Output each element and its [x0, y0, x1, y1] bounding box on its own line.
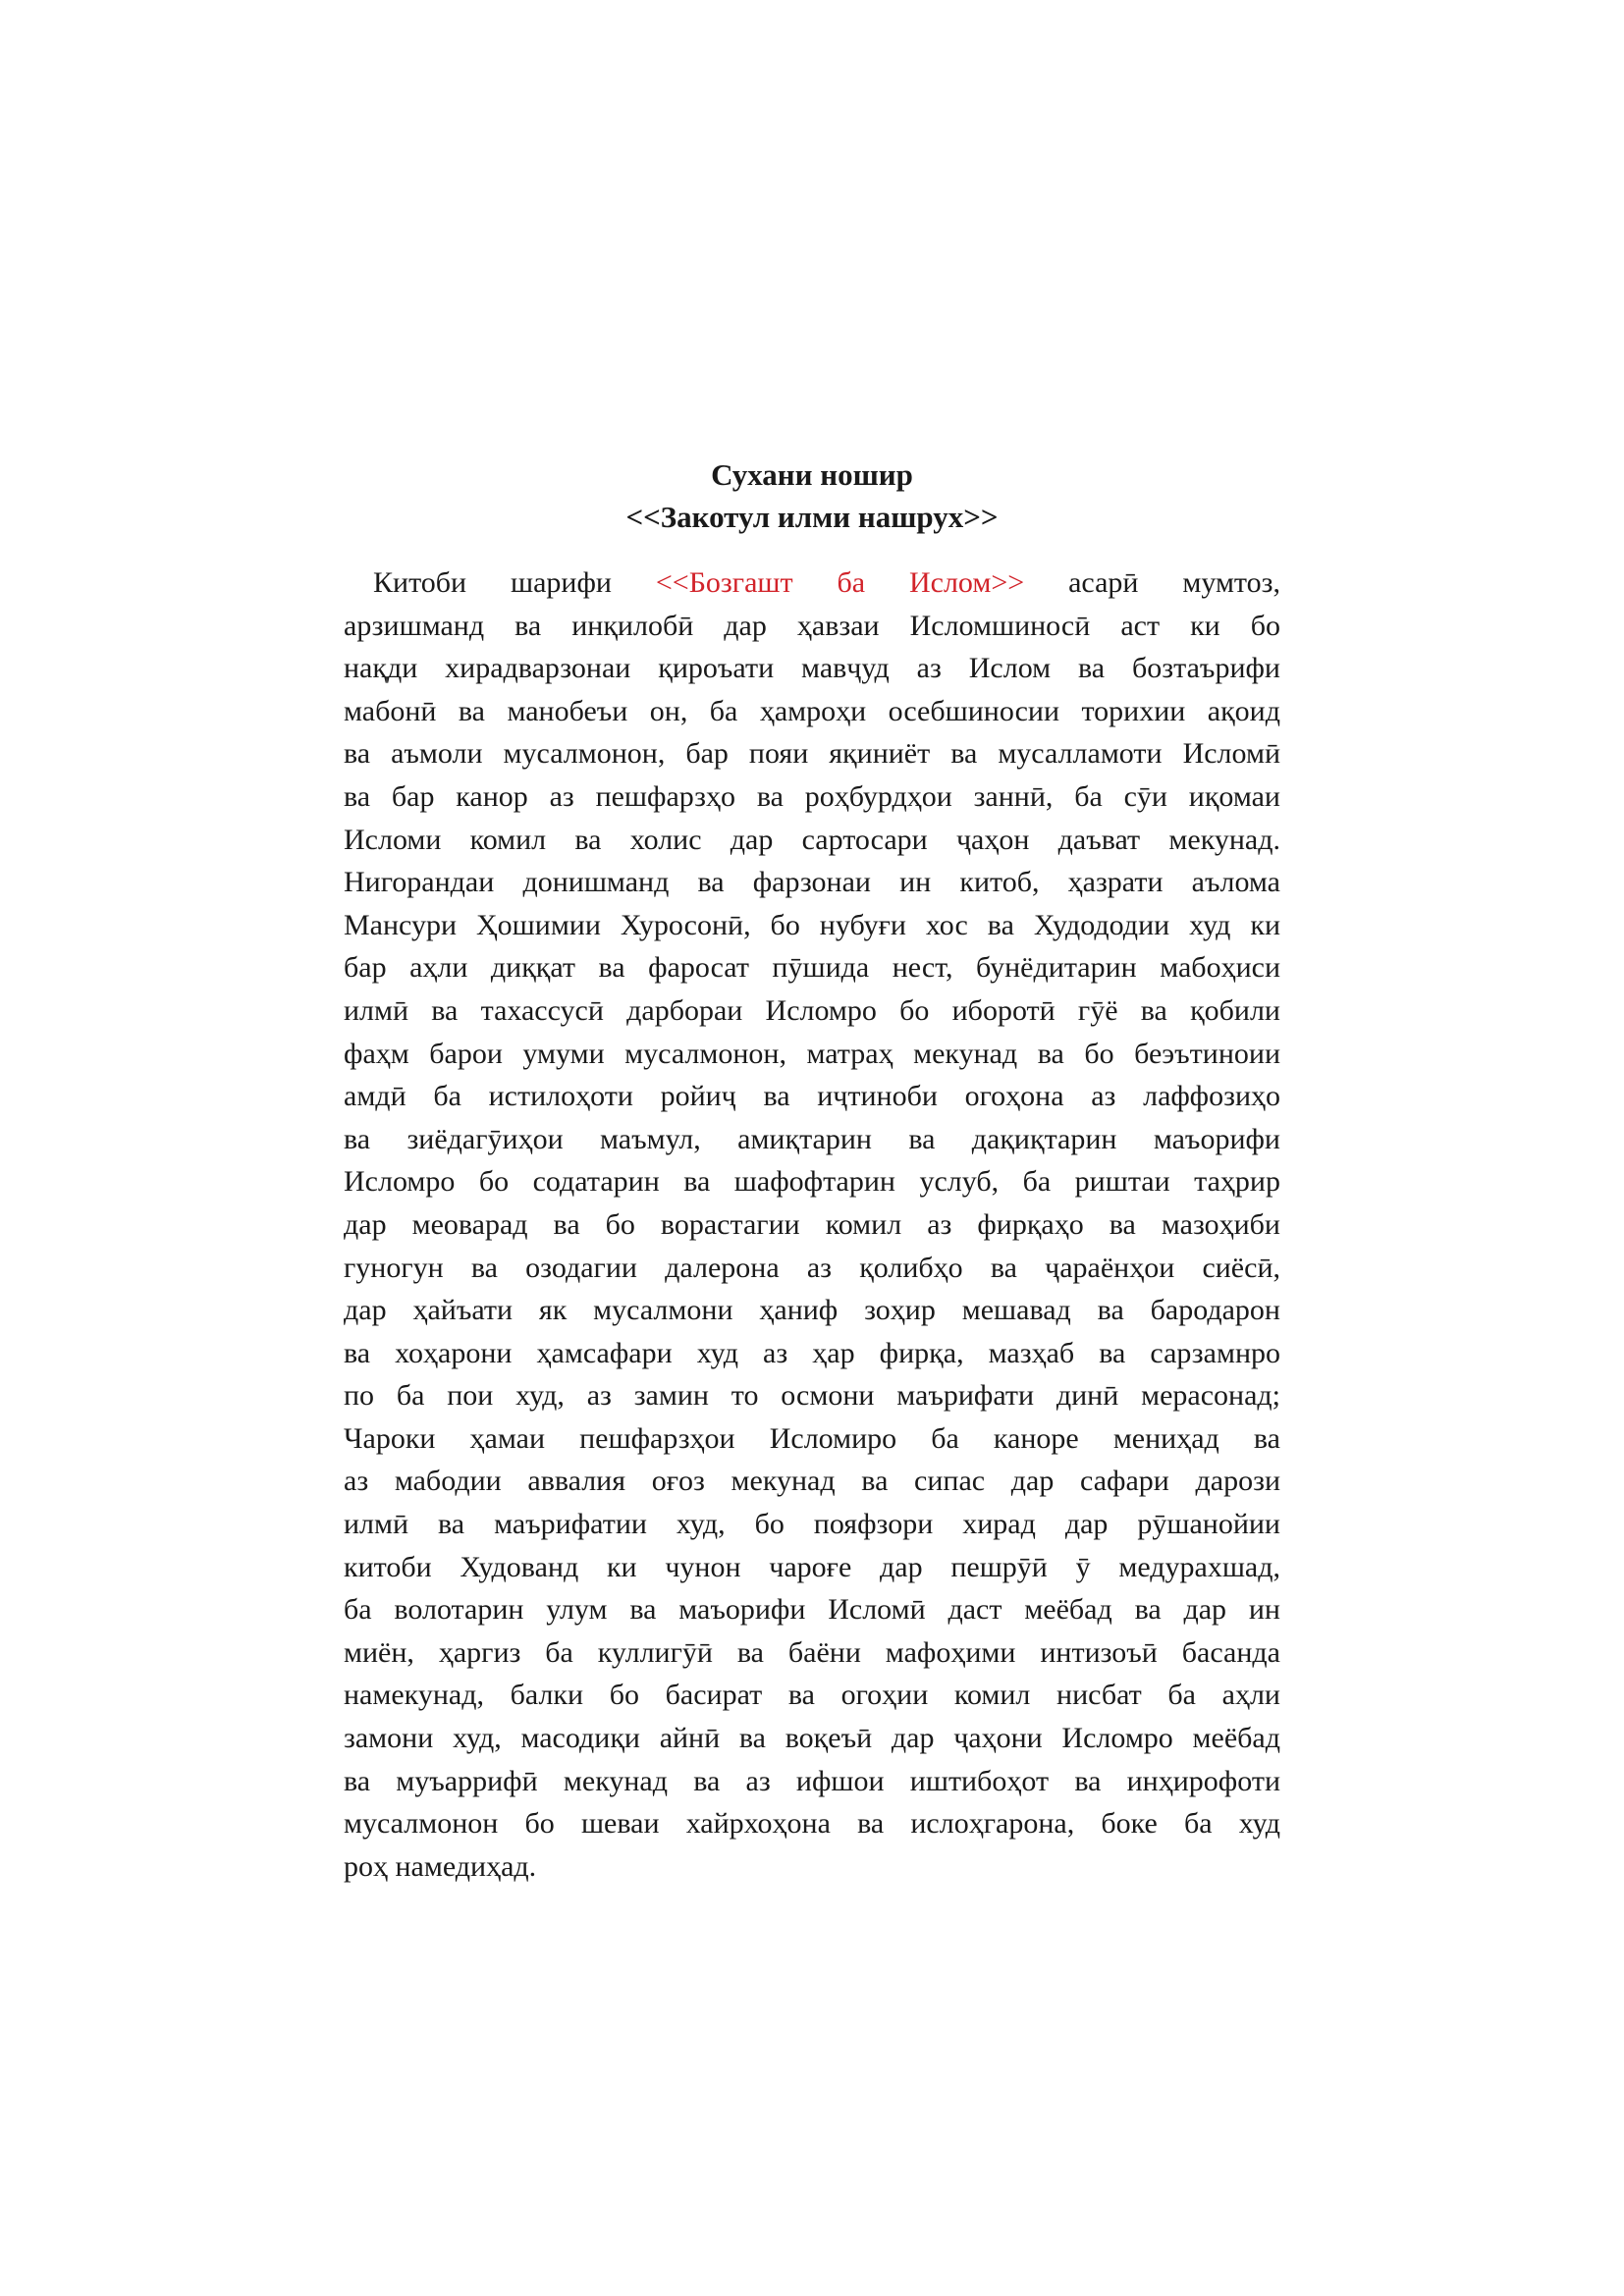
paragraph-line: Исломро бо содатарин ва шафофтарин услуб, ба риштаи таҳрир — [344, 1165, 1280, 1199]
page-title: Сухани ношир — [711, 457, 913, 492]
page-heading — [344, 454, 1280, 538]
paragraph-line: илмӣ ва маърифатии худ, бо пояфзори хирад дар рӯшанойии — [344, 1508, 1280, 1541]
paragraph-line: бар аҳли диққат ва фаросат пӯшида нест, бунёдитарин мабоҳиси — [344, 951, 1280, 985]
paragraph-line: арзишманд ва инқилобӣ дар ҳавзаи Исломшиносӣ аст ки бо — [344, 609, 1280, 642]
line-text: Китоби шарифи — [373, 566, 656, 599]
paragraph-line: гуногун ва озодагии далерона аз қолибҳо ва ҷараёнҳои сиёсӣ, — [344, 1251, 1280, 1284]
paragraph-line: ба волотарин улум ва маъорифи Исломӣ даст меёбад ва дар ин — [344, 1593, 1280, 1627]
paragraph-line: ва бар канор аз пешфарзҳо ва роҳбурдҳои заннӣ, ба сӯи иқомаи — [344, 779, 1280, 813]
paragraph-line: ва муъаррифӣ мекунад ва аз ифшои иштибоҳот ва инҳирофоти — [344, 1764, 1280, 1797]
paragraph-line: ва аъмоли мусалмонон, бар пояи яқиниёт ва мусалламоти Исломӣ — [344, 737, 1280, 771]
paragraph-line: намекунад, балки бо басират ва огоҳии комил нисбат ба аҳли — [344, 1679, 1280, 1712]
paragraph-line: роҳ намедиҳад. — [344, 1849, 537, 1883]
paragraph-line: Исломи комил ва холис дар сартосари ҷаҳон даъват мекунад. — [344, 823, 1280, 856]
paragraph-line: фаҳм барои умуми мусалмонон, матраҳ мекунад ва бо беэътиноии — [344, 1037, 1280, 1070]
paragraph-line: китоби Худованд ки чунон чароғе дар пешрӯӣ ӯ медурахшад, — [344, 1550, 1280, 1583]
paragraph-line: амдӣ ба истилоҳоти ройиҷ ва иҷтиноби огоҳона аз лаффозиҳо — [344, 1080, 1280, 1113]
paragraph-line — [344, 561, 1280, 605]
paragraph-line: замони худ, масодиқи айнӣ ва воқеъӣ дар ҷаҳони Исломро меёбад — [344, 1722, 1280, 1755]
paragraph-line: Чароки ҳамаи пешфарзҳои Исломиро ба каноре мениҳад ва — [344, 1421, 1280, 1455]
paragraph-line: аз мабодии аввалия оғоз мекунад ва сипас дар сафари дарози — [344, 1465, 1280, 1498]
paragraph-line: Мансури Ҳошимии Хуросонӣ, бо нубуғи хос ва Худододии худ ки — [344, 908, 1280, 941]
paragraph-line: по ба пои худ, аз замин то осмони маърифати динӣ мерасонад; — [344, 1379, 1280, 1413]
paragraph-line: мабонӣ ва манобеъи он, ба ҳамроҳи осебшиносии торихии ақоид — [344, 694, 1280, 727]
paragraph-line: илмӣ ва тахассусӣ дарбораи Исломро бо иборотӣ гӯё ва қобили — [344, 993, 1280, 1027]
body-paragraph — [344, 561, 1280, 1888]
line-text: асарӣ мумтоз, — [1024, 566, 1280, 599]
paragraph-line: мусалмонон бо шеваи хайрхоҳона ва ислоҳгарона, боке ба худ — [344, 1807, 1280, 1841]
page-subtitle: <<Закотул илми нашрух>> — [625, 500, 999, 534]
paragraph-line: ва зиёдагӯиҳои маъмул, амиқтарин ва дақиқтарин маъорифи — [344, 1122, 1280, 1155]
paragraph-line: Нигорандаи донишманд ва фарзонаи ин китоб, ҳазрати аълома — [344, 866, 1280, 899]
paragraph-line: дар меоварад ва бо ворастагии комил аз фирқаҳо ва мазоҳиби — [344, 1207, 1280, 1241]
paragraph-line: ва хоҳарони ҳамсафари худ аз ҳар фирқа, мазҳаб ва сарзамнро — [344, 1336, 1280, 1369]
book-title-highlight: <<Бозгашт ба Ислом>> — [655, 566, 1025, 599]
paragraph-line: миён, ҳаргиз ба куллигӯӣ ва баёни мафоҳими интизоъӣ басанда — [344, 1635, 1280, 1669]
paragraph-line: дар ҳайъати як мусалмони ҳаниф зоҳир мешавад ва бародарон — [344, 1294, 1280, 1327]
paragraph-line: нақди хирадварзонаи қироъати мавҷуд аз Ислом ва бозтаърифи — [344, 652, 1280, 685]
